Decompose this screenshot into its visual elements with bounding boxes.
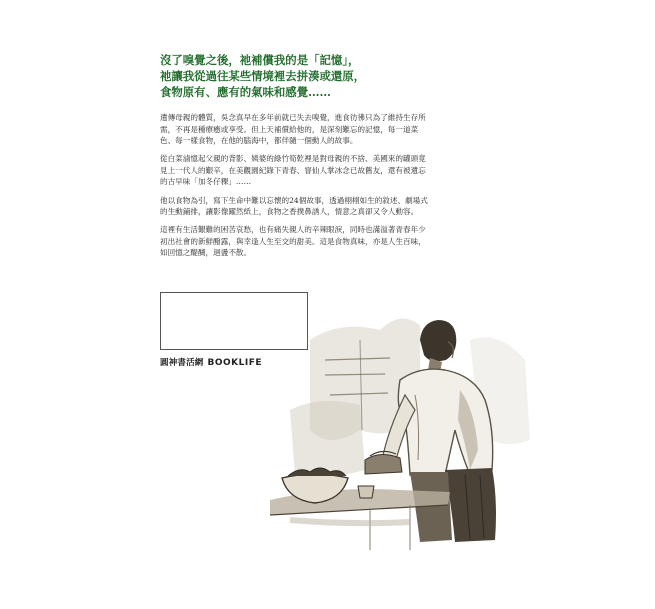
paragraph-line: 遺傳母親的體質，吳念真早在多年前就已失去嗅覺，進食彷彿只為了維持生存所 — [160, 113, 426, 122]
headline-line: 食物原有、應有的氣味和感覺…… — [160, 85, 331, 99]
description-body — [160, 112, 505, 266]
paragraph-line: 他以食物為引，寫下生命中難以忘懷的24個故事，透過栩栩如生的敘述、劇場式 — [160, 195, 428, 205]
paragraph-line: 從白菜滷憶起父親的背影、姨婆的綠竹筍乾裡是對母親的不捨、美國來的罐頭竟 — [160, 154, 426, 164]
paragraph-line: 見上一代人的艱辛，在美觀園紀錄下青春、窨仙人掌冰念已故舊友，還有被遺忘 — [160, 165, 426, 175]
paragraph-line: 的生動鋪排，讓影像躍然紙上，食物之香撲鼻誘人，情意之真卻又令人動容。 — [160, 207, 419, 217]
paragraph-line: 色、每一樣食物，在他的腦海中，都伴隨一個動人的故事。 — [160, 136, 358, 146]
paragraph-line: 的古早味「加冬仔粿」…… — [160, 177, 252, 187]
paragraph-3 — [160, 195, 505, 218]
paragraph-line: 這裡有生活艱難的困苦哀愁，也有痛失親人的辛辣眼淚，同時也滿溢著青春年少 — [160, 225, 426, 235]
paragraph-4 — [160, 224, 505, 259]
publisher-brand: BOOKLIFE — [207, 358, 263, 368]
cook-illustration — [270, 300, 550, 555]
paragraph-line: 需，不再是種療癒或享受。但上天補償給他的，是深刻難忘的記憶，每一道菜 — [160, 124, 419, 134]
paragraph-line: 如回憶之醍醐，迴盪不散。 — [160, 248, 252, 258]
paragraph-1 — [160, 112, 505, 147]
publisher-name: 圓神書活網 — [160, 358, 204, 368]
paragraph-2 — [160, 153, 505, 188]
headline-quote — [160, 52, 500, 100]
paragraph-line: 初出社會的新鮮醱露，與幸逢人生至交的甜美。這是食物真味，亦是人生百味， — [160, 236, 426, 246]
headline-line: 沒了嗅覺之後，祂補償我的是「記憶」， — [160, 53, 360, 67]
headline-line: 祂讓我從過往某些情境裡去拼湊或還原， — [160, 69, 366, 83]
publisher-logo — [160, 356, 262, 368]
